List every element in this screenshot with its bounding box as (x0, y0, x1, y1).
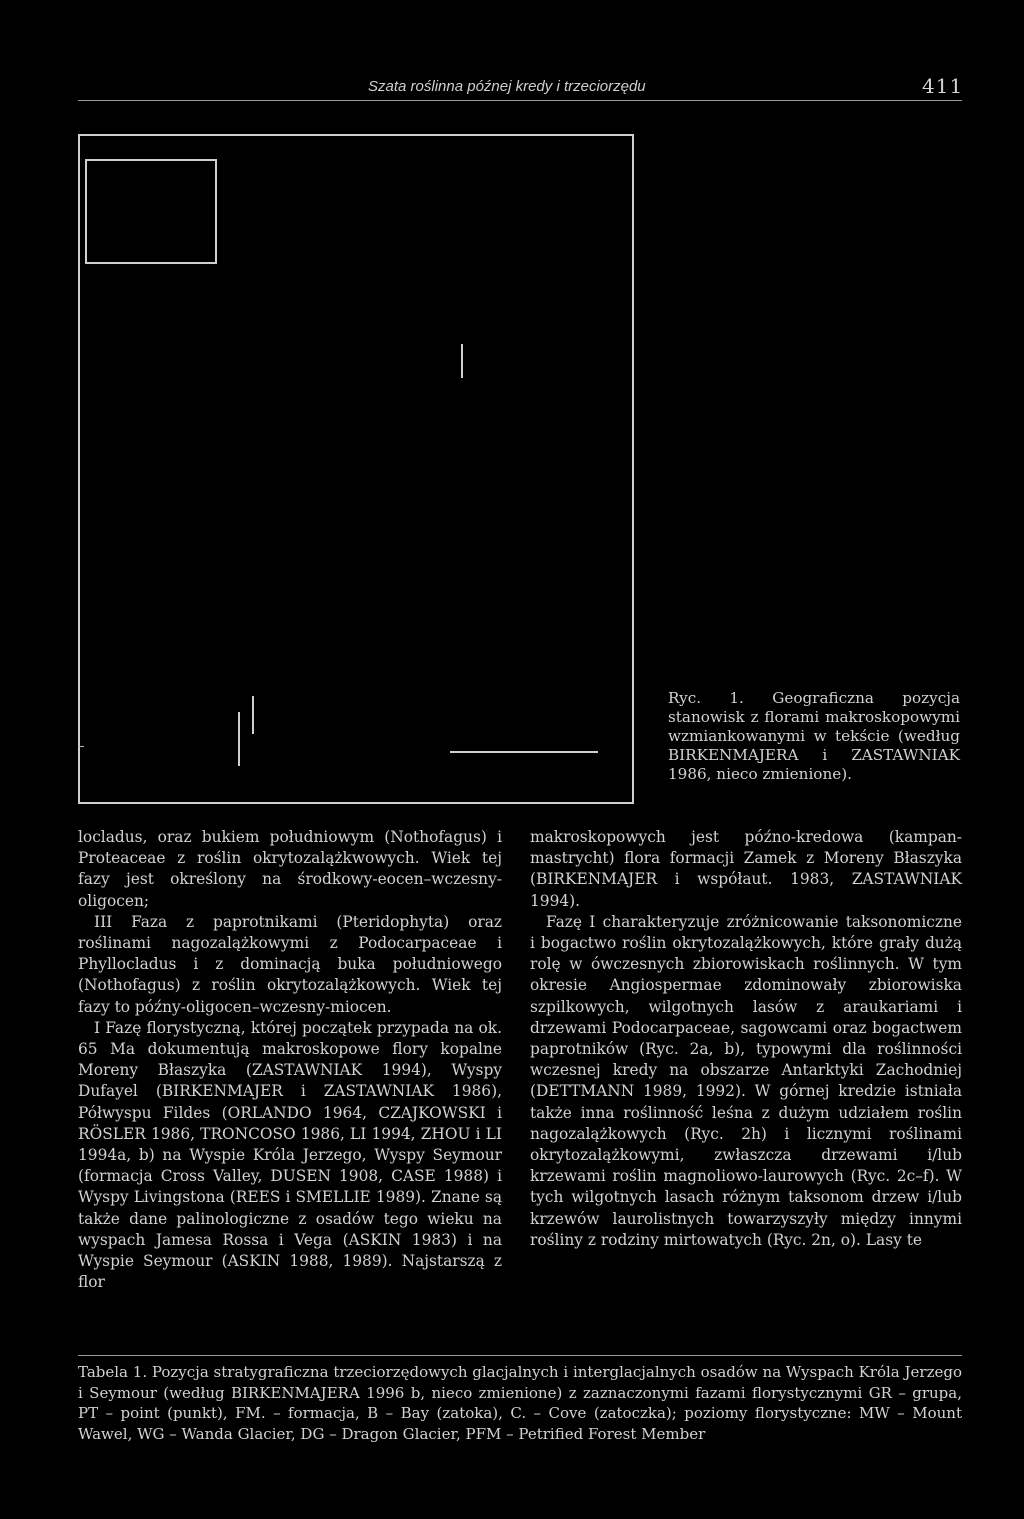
table-caption: Tabela 1. Pozycja stratygraficzna trzeciorzędowych glacjalnych i interglacjalnych osadów na Wyspach Króla Jerzego i Seymour (według BIRKENMAJERA 1996 b, nieco zmienione) z zaznaczonymi fazami florystycznymi GR – grupa, PT – point (punkt), FM. – formacja, B – Bay (zatoka), C. – Cove (zatoczka); poziomy florystyczne: MW – Mount Wawel, WG – Wanda Glacier, DG – Dragon Glacier, PFM – Petrified Forest Member (78, 1363, 962, 1443)
map-inset-box (85, 159, 217, 264)
text-column-left (78, 827, 502, 1293)
page-number: 411 (922, 74, 964, 98)
map-line (461, 344, 463, 378)
header-rule (78, 100, 962, 101)
paragraph: Fazę I charakteryzuje zróżnicowanie taksonomiczne i bogactwo roślin okrytozalążkowych, które grały dużą rolę w ówczesnych zbiorowiskach roślinnych. W tym okresie Angiospermae zdominowały zbiorowiska szpilkowych, wilgotnych lasów z araukariami i drzewami Podocarpaceae, sagowcami oraz bogactwem paprotników (Ryc. 2a, b), typowymi dla roślinności wczesnej kredy na obszarze Antarktyki Zachodniej (DETTMANN 1989, 1992). W górnej kredzie istniała także inna roślinność leśna z dużym udziałem roślin nagozalążkowych (Ryc. 2h) i licznymi roślinami okrytozalążkowymi, zwłaszcza drzewami i/lub krzewami roślin magnoliowo-laurowych (Ryc. 2c–f). W tych wilgotnych lasach różnym taksonom drzew i/lub krzewów laurolistnych towarzyszyły między innymi rośliny z rodziny mirtowatych (Ryc. 2n, o). Lasy te (530, 912, 962, 1249)
figure-caption: Ryc. 1. Geograficzna pozycja stanowisk z florami makroskopowymi wzmiankowanymi w tekście (według BIRKENMAJERA i ZASTAWNIAK 1986, nieco zmienione). (668, 689, 960, 783)
map-tick (78, 746, 84, 747)
figure-map-frame (78, 134, 634, 804)
paragraph: locladus, oraz bukiem południowym (Nothofagus) i Proteaceae z roślin okrytozalążkwowych. Wiek tej fazy jest określony na środkowy-eocen–wczesny-oligocen; (78, 828, 502, 910)
paragraph: I Fazę florystyczną, której początek przypada na ok. 65 Ma dokumentują makroskopowe flory kopalne Moreny Błaszyka (ZASTAWNIAK 1994), Wyspy Dufayel (BIRKENMAJER i ZASTAWNIAK 1986), Półwyspu Fildes (ORLANDO 1964, CZAJKOWSKI i RÖSLER 1986, TRONCOSO 1986, LI 1994, ZHOU i LI 1994a, b) na Wyspie Króla Jerzego, Wyspy Seymour (formacja Cross Valley, DUSEN 1908, CASE 1988) i Wyspy Livingstona (REES i SMELLIE 1989). Znane są także dane palinologiczne z osadów tego wieku na wyspach Jamesa Rossa i Vega (ASKIN 1983) i na Wyspie Seymour (ASKIN 1988, 1989). Najstarszą z flor (78, 1018, 502, 1292)
paragraph: III Faza z paprotnikami (Pteridophyta) oraz roślinami nagozalążkowymi z Podocarpaceae i Phyllocladus i z dominacją buka południowego (Nothofagus) z roślin okrytozalążkowych. Wiek tej fazy to późny-oligocen–wczesny-miocen. (78, 912, 502, 1016)
map-scale-bar (450, 751, 598, 753)
map-line (252, 696, 254, 734)
text-column-right (530, 827, 962, 1251)
running-header-title: Szata roślinna późnej kredy i trzeciorzędu (368, 78, 646, 95)
table-caption-rule (78, 1355, 962, 1356)
map-line (238, 712, 240, 766)
paragraph: makroskopowych jest późno-kredowa (kampan-mastrycht) flora formacji Zamek z Moreny Błaszyka (BIRKENMAJER i współaut. 1983, ZASTAWNIAK 1994). (530, 828, 962, 910)
